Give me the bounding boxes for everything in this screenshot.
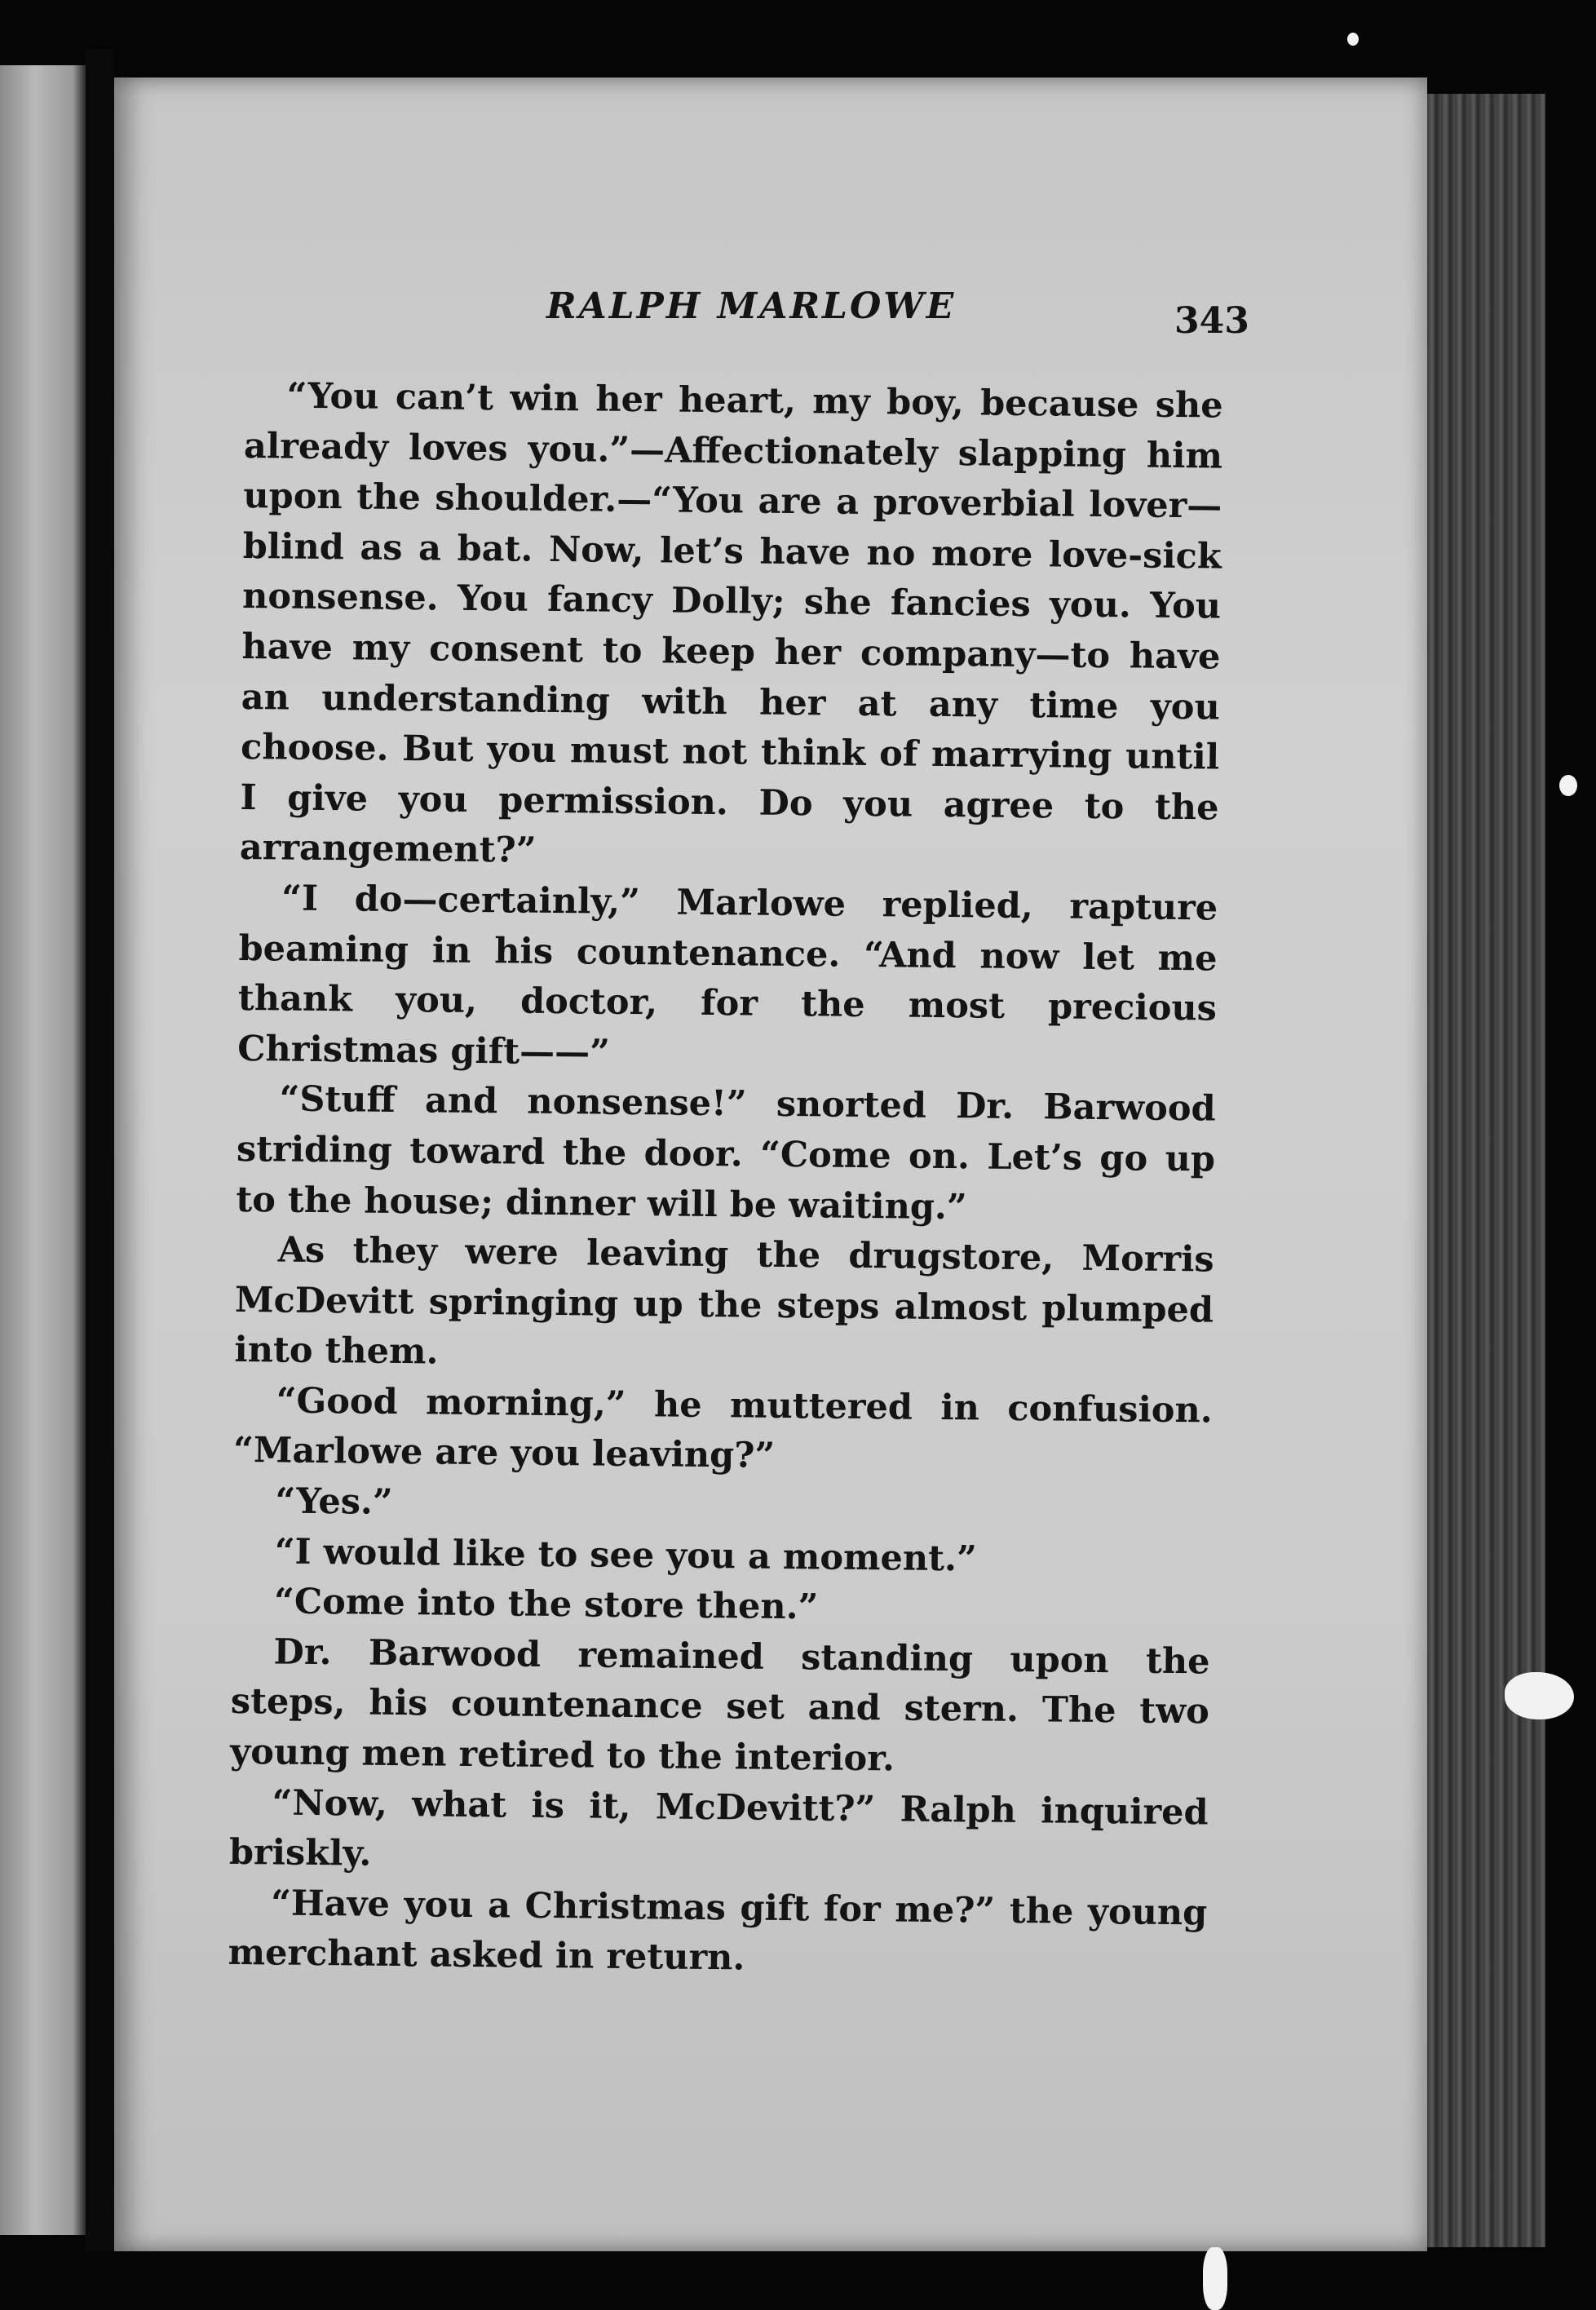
running-head: RALPH MARLOWE <box>546 285 957 327</box>
facing-page-edge <box>0 65 86 2235</box>
paragraph: “Have you a Christmas gift for me?” the young merchant asked in return. <box>228 1883 1208 1979</box>
page-header <box>114 285 1427 351</box>
paragraph: “You can’t win her heart, my boy, because she already loves you.”—Affectionately slapping him upon the shoulder.—“You are a proverbial lover—blind as a bat. Now, let’s have no more love-sick nonsense. You fancy Dolly; she fancies you. You have my consent to keep her company—to have an understanding with her at any time you choose. But you must not think of marrying until I give you permission. Do you agree to the arrangement?” <box>239 375 1223 872</box>
paragraph: “I do—certainly,” Marlowe replied, rapture beaming in his countenance. “And now let me thank you, doctor, for the most precious Christmas gift——” <box>237 878 1218 1073</box>
paragraph: “Yes.” <box>275 1480 393 1524</box>
page-stack-edge <box>1427 94 1545 2247</box>
scan-speck <box>1559 775 1577 796</box>
paragraph: “I would like to see you a moment.” <box>274 1531 978 1580</box>
paragraph: “Now, what is it, McDevitt?” Ralph inquired briskly. <box>228 1782 1209 1874</box>
paragraph: “Good morning,” he muttered in confusion. “Marlowe are you leaving?” <box>232 1380 1213 1477</box>
paragraph: “Stuff and nonsense!” snorted Dr. Barwood striding toward the door. “Come on. Let’s go up to the house; dinner will be waiting.” <box>236 1078 1216 1228</box>
scan-speck <box>1505 1672 1574 1719</box>
paragraph: Dr. Barwood remained standing upon the steps, his countenance set and stern. The two young men retired to the interior. <box>230 1631 1210 1780</box>
paragraph: As they were leaving the drugstore, Morris McDevitt springing up the steps almost plumped into them. <box>234 1229 1214 1373</box>
book-gutter <box>86 49 114 2251</box>
page-number: 343 <box>1174 300 1249 342</box>
scan-speck <box>1347 33 1359 46</box>
paragraph: “Come into the store then.” <box>273 1581 819 1628</box>
body-text <box>228 371 1223 1989</box>
scan-speck <box>1203 2247 1227 2310</box>
